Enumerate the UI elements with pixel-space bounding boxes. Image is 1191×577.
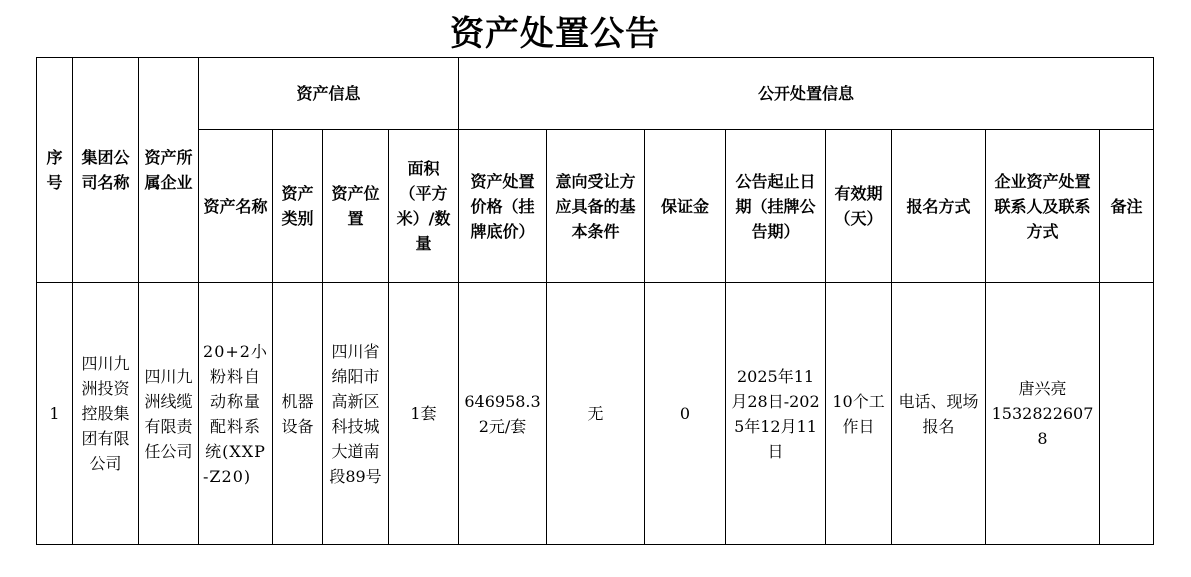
cell-seq: 1 (37, 283, 73, 545)
header-area: 面积（平方米）/数量 (389, 130, 459, 283)
cell-signup: 电话、现场报名 (892, 283, 986, 545)
page-title: 资产处置公告 (450, 14, 660, 54)
cell-price: 646958.32元/套 (459, 283, 547, 545)
cell-asset-location: 四川省绵阳市高新区科技城大道南段89号 (323, 283, 389, 545)
header-dates: 公告起止日期（挂牌公告期） (726, 130, 826, 283)
cell-group-company: 四川九洲投资控股集团有限公司 (73, 283, 139, 545)
asset-disposal-table (36, 57, 1154, 545)
header-signup: 报名方式 (892, 130, 986, 283)
header-remarks: 备注 (1100, 130, 1154, 283)
cell-remarks (1100, 283, 1154, 545)
header-enterprise: 资产所属企业 (139, 58, 199, 283)
header-group-company: 集团公司名称 (73, 58, 139, 283)
cell-enterprise: 四川九洲线缆有限责任公司 (139, 283, 199, 545)
cell-validity: 10个工作日 (826, 283, 892, 545)
header-seq: 序号 (37, 58, 73, 283)
header-contact: 企业资产处置联系人及联系方式 (986, 130, 1100, 283)
header-validity: 有效期（天） (826, 130, 892, 283)
cell-conditions: 无 (547, 283, 645, 545)
header-asset-location: 资产位置 (323, 130, 389, 283)
cell-asset-type: 机器设备 (273, 283, 323, 545)
contact-phone: 15328226078 (991, 404, 1094, 448)
header-deposit: 保证金 (645, 130, 726, 283)
cell-contact (986, 283, 1100, 545)
header-price: 资产处置价格（挂牌底价） (459, 130, 547, 283)
cell-asset-name: 20+2小粉料自动称量配料系统(XXP-Z20) (199, 283, 273, 545)
header-asset-name: 资产名称 (199, 130, 273, 283)
cell-area: 1套 (389, 283, 459, 545)
header-public-info: 公开处置信息 (459, 58, 1154, 130)
header-asset-type: 资产类别 (273, 130, 323, 283)
contact-name: 唐兴亮 (1018, 379, 1067, 398)
header-asset-info: 资产信息 (199, 58, 459, 130)
cell-dates: 2025年11月28日-2025年12月11日 (726, 283, 826, 545)
header-conditions: 意向受让方应具备的基本条件 (547, 130, 645, 283)
table-row (37, 283, 1154, 545)
cell-deposit: 0 (645, 283, 726, 545)
